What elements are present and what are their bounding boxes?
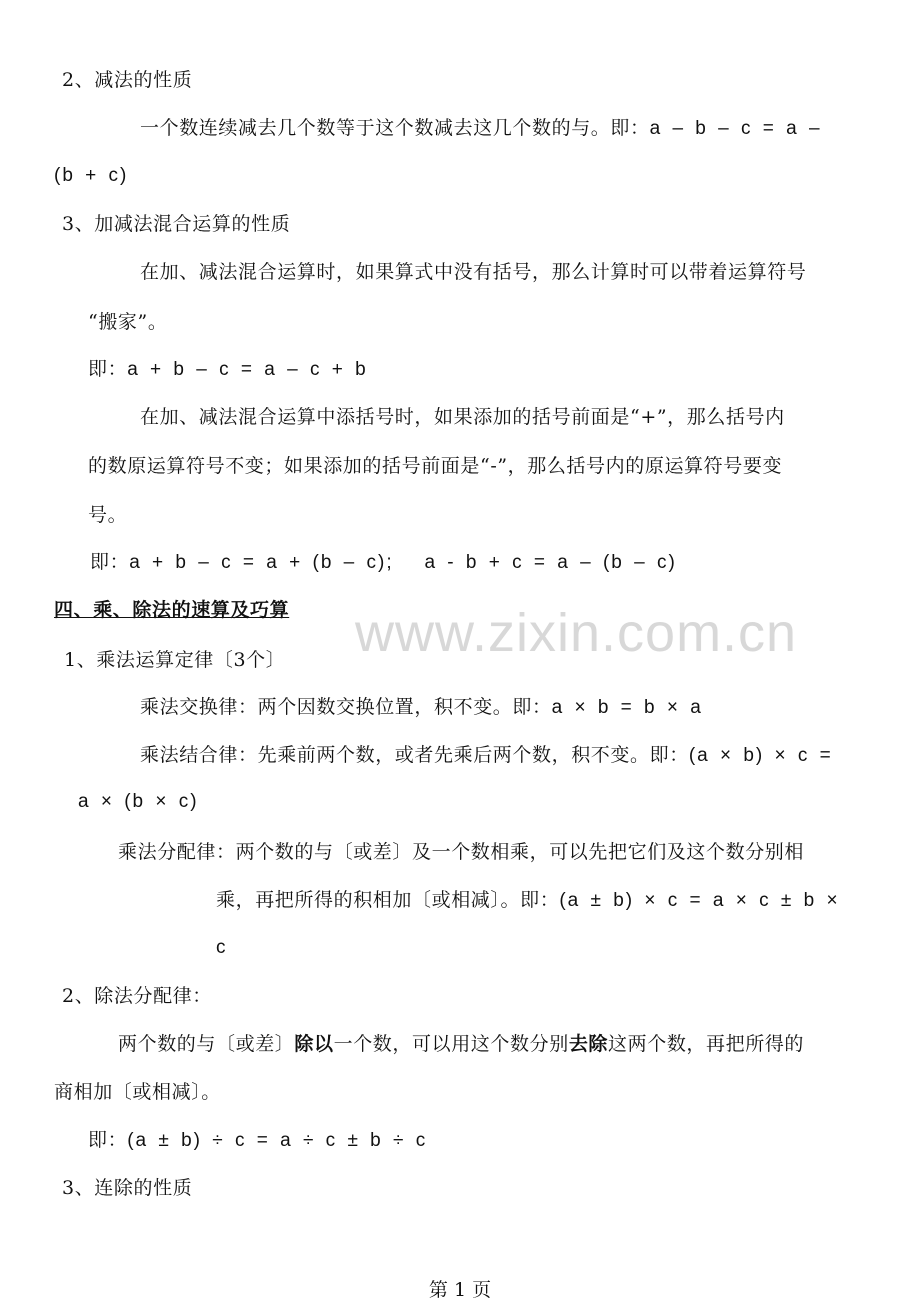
text: 乘，再把所得的积相加〔或相减〕。即：	[216, 889, 560, 911]
section-heading: 2、除法分配律：	[62, 985, 212, 1007]
text: 乘法交换律：两个因数交换位置，积不变。即：	[140, 696, 552, 718]
page-footer: 第 1 页	[428, 1279, 492, 1301]
formula: a + b – c = a + (b – c); a - b + c = a – (b – c)	[129, 552, 677, 573]
paragraph-line: 乘法分配律：两个数的与〔或差〕及一个数相乘，可以先把它们及这个数分别相	[118, 841, 805, 863]
paragraph-line: 在加、减法混合运算时，如果算式中没有括号，那么计算时可以带着运算符号	[140, 261, 807, 283]
formula: a – b – c = a –	[649, 118, 822, 139]
paragraph-line	[140, 695, 703, 720]
formula: (b + c)	[54, 165, 129, 186]
paragraph-line: 商相加〔或相减〕。	[54, 1081, 221, 1103]
formula: a + b – c = a – c + b	[127, 359, 368, 380]
text: 乘法结合律：先乘前两个数，或者先乘后两个数，积不变。即：	[140, 744, 689, 766]
watermark: www.zixin.com.cn	[355, 603, 798, 663]
paragraph-line: 号。	[88, 504, 128, 526]
text: 两个数的与〔或差〕	[118, 1033, 295, 1055]
bold-text: 去除	[568, 1033, 609, 1055]
section-heading: 3、加减法混合运算的性质	[62, 213, 291, 235]
paragraph-line	[140, 116, 822, 141]
formula-line	[88, 1128, 427, 1153]
section-heading: 1、乘法运算定律〔3个〕	[64, 649, 286, 671]
paragraph-line	[140, 743, 833, 768]
formula: (a ± b) ÷ c = a ÷ c ± b ÷ c	[127, 1130, 428, 1151]
section-heading: 2、减法的性质	[62, 69, 193, 91]
formula: c	[216, 937, 228, 958]
formula: (a ± b) × c = a × c ± b ×	[559, 890, 840, 911]
chapter-heading: 四、乘、除法的速算及巧算	[54, 599, 290, 621]
paragraph-line	[216, 888, 840, 913]
bold-text: 除以	[294, 1033, 334, 1055]
paragraph-line	[118, 1032, 804, 1056]
text: 即：	[90, 551, 130, 573]
formula: (a × b) × c =	[688, 745, 833, 766]
text: 一个数连续减去几个数等于这个数减去这几个数的与。即：	[140, 117, 650, 139]
paragraph-line: 在加、减法混合运算中添括号时，如果添加的括号前面是“+”，那么括号内	[140, 406, 785, 428]
text: 即：	[88, 1129, 128, 1151]
text: 即：	[88, 358, 128, 380]
formula: a × (b × c)	[78, 791, 199, 812]
section-heading: 3、连除的性质	[62, 1177, 193, 1199]
text: 一个数，可以用这个数分别	[333, 1033, 569, 1055]
formula-line	[90, 550, 677, 575]
paragraph-line: 的数原运算符号不变；如果添加的括号前面是“-”，那么括号内的原运算符号要变	[88, 455, 783, 477]
text: 这两个数，再把所得的	[608, 1033, 805, 1055]
paragraph-line: “搬家”。	[88, 311, 168, 333]
formula-line	[88, 357, 368, 382]
formula: a × b = b × a	[551, 697, 703, 718]
